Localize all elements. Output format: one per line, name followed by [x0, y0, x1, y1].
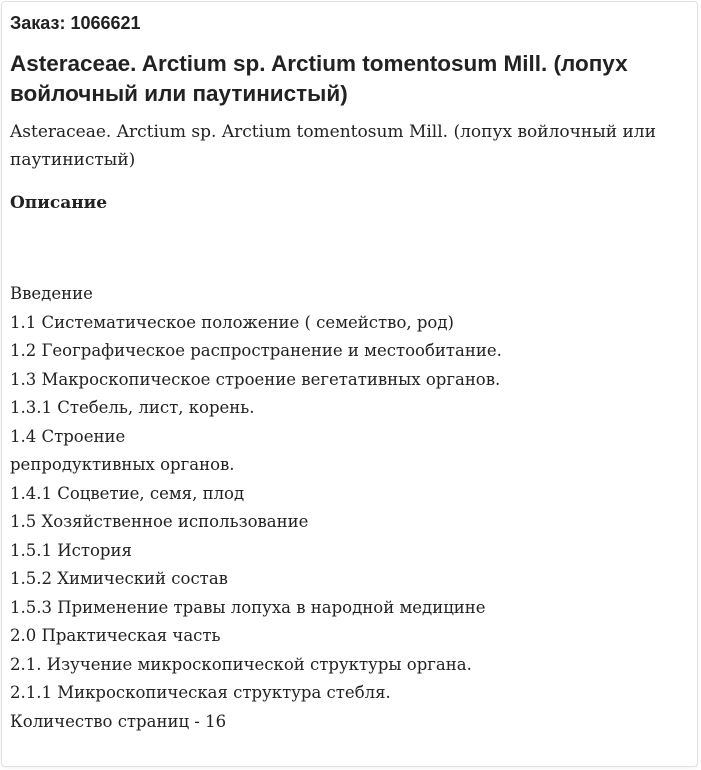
toc-item: 1.4 Строение [10, 426, 126, 446]
toc-item: 1.4.1 Соцветие, семя, плод [10, 483, 245, 503]
toc-item: 2.1.1 Микроскопическая структура стебля. [10, 683, 391, 702]
toc-item: 1.5.3 Применение травы лопуха в народной медицине [10, 597, 486, 617]
toc-item: 1.2 Географическое распространение и местообитание. [10, 341, 502, 360]
toc-item: 1.3.1 Стебель, лист, корень. [10, 398, 255, 417]
toc-item: Введение [10, 284, 93, 303]
toc-item: 1.5.1 История [10, 540, 132, 560]
toc-item: 2.0 Практическая часть [10, 626, 221, 645]
page-subtitle: Asteraceae. Arctium sp. Arctium tomentosum Mill. (лопух войлочный или паутинистый) [10, 122, 656, 170]
page-count: Количество страниц - 16 [10, 712, 227, 731]
toc-item: 1.5 Хозяйственное использование [10, 512, 309, 531]
page-title: Asteraceae. Arctium sp. Arctium tomentosum Mill. (лопух войлочный или паутинистый) [10, 51, 628, 106]
toc-item: 2.1. Изучение микроскопической структуры органа. [10, 654, 472, 674]
toc-item: 1.3 Макроскопическое строение вегетативных органов. [10, 369, 501, 389]
order-card [1, 1, 698, 767]
description-heading: Описание [10, 193, 108, 213]
toc-item: 1.1 Систематическое положение ( семейство, род) [10, 312, 454, 332]
toc-item: репродуктивных органов. [10, 455, 235, 474]
order-number: Заказ: 1066621 [10, 13, 141, 33]
toc-item: 1.5.2 Химический состав [10, 569, 228, 588]
table-of-contents [10, 280, 692, 708]
